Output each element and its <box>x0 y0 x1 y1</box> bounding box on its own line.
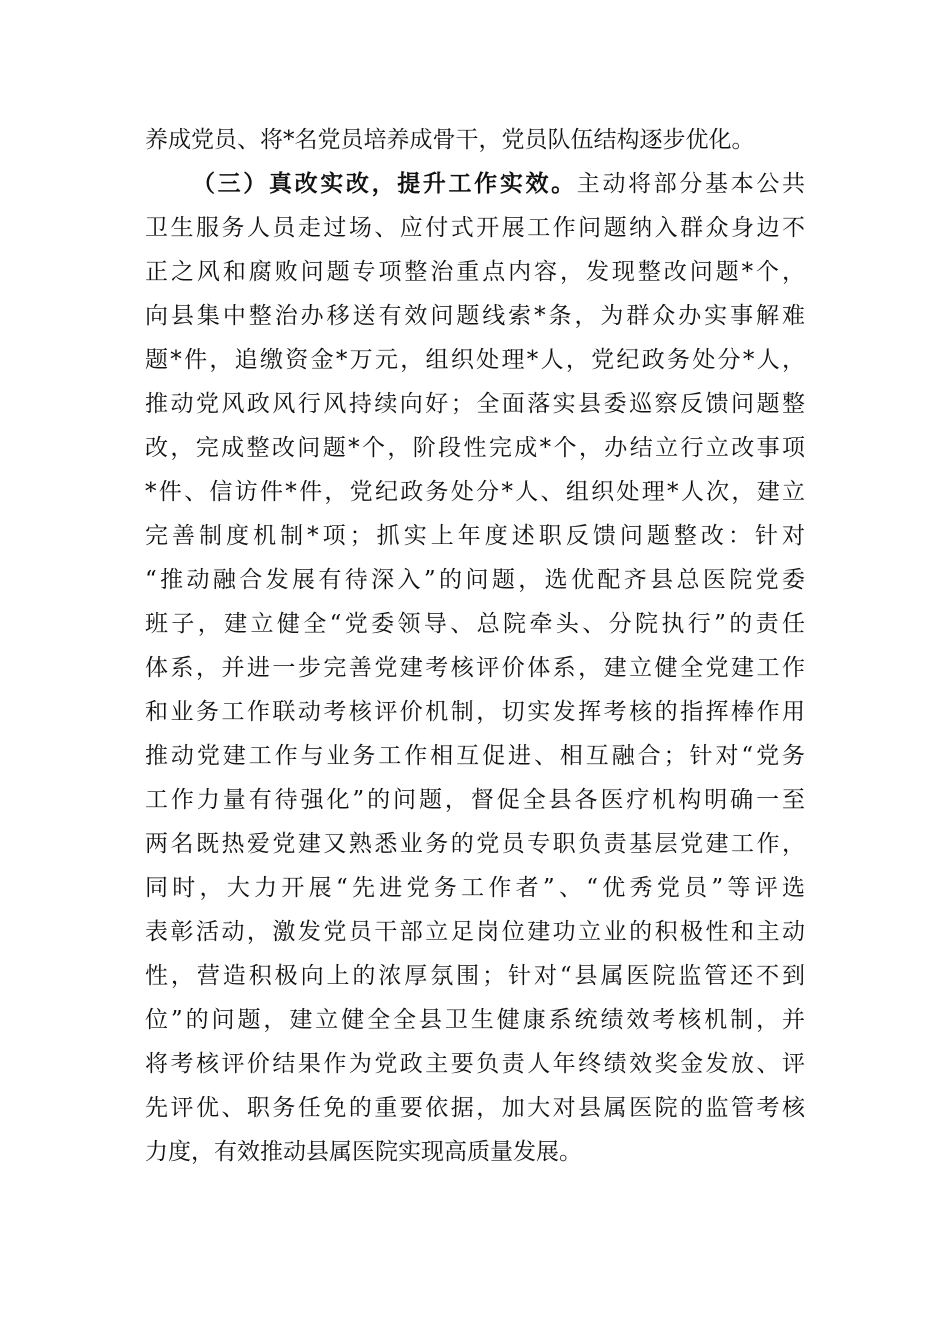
paragraph-line: *件、信访件*件，党纪政务处分*人、组织处理*人次，建立 <box>145 479 805 505</box>
paragraph-line: 表彰活动，激发党员干部立足岗位建功立业的积极性和主动 <box>145 919 805 945</box>
paragraph-line: 向县集中整治办移送有效问题线索*条，为群众办实事解难 <box>145 303 805 329</box>
paragraph-line: 体系，并进一步完善党建考核评价体系，建立健全党建工作 <box>145 655 805 681</box>
paragraph-line: 卫生服务人员走过场、应付式开展工作问题纳入群众身边不 <box>145 215 805 241</box>
paragraph-line: 班子，建立健全“党委领导、总院牵头、分院执行”的责任 <box>145 611 805 637</box>
paragraph-line: 改，完成整改问题*个，阶段性完成*个，办结立行立改事项 <box>145 435 805 461</box>
paragraph-line: 同时，大力开展“先进党务工作者”、“优秀党员”等评选 <box>145 875 805 901</box>
paragraph-line: 和业务工作联动考核评价机制，切实发挥考核的指挥棒作用 <box>145 699 805 725</box>
paragraph-line: 养成党员、将*名党员培养成骨干，党员队伍结构逐步优化。 <box>145 127 755 153</box>
paragraph-line: 位”的问题，建立健全全县卫生健康系统绩效考核机制，并 <box>145 1007 805 1033</box>
paragraph-line: 将考核评价结果作为党政主要负责人年终绩效奖金发放、评 <box>145 1051 805 1077</box>
paragraph-line: 先评优、职务任免的重要依据，加大对县属医院的监管考核 <box>145 1095 805 1121</box>
paragraph-line: 推动党风政风行风持续向好；全面落实县委巡察反馈问题整 <box>145 391 805 417</box>
paragraph-line: 性，营造积极向上的浓厚氛围；针对“县属医院监管还不到 <box>145 963 805 989</box>
section-first-line <box>192 162 805 206</box>
paragraph-line: 两名既热爱党建又熟悉业务的党员专职负责基层党建工作， <box>145 831 805 857</box>
section-lead-text: 主动将部分基本公共 <box>576 171 805 197</box>
paragraph-line: 工作力量有待强化”的问题，督促全县各医疗机构明确一至 <box>145 787 805 813</box>
paragraph-line: 题*件，追缴资金*万元，组织处理*人，党纪政务处分*人， <box>145 347 805 373</box>
paragraph-line: 完善制度机制*项；抓实上年度述职反馈问题整改：针对 <box>145 523 805 549</box>
paragraph-line: “推动融合发展有待深入”的问题，选优配齐县总医院党委 <box>145 567 805 593</box>
paragraph-line: 推动党建工作与业务工作相互促进、相互融合；针对“党务 <box>145 743 805 769</box>
section-heading: （三）真改实改，提升工作实效。 <box>192 170 577 197</box>
paragraph-last-line: 力度，有效推动县属医院实现高质量发展。 <box>145 1139 582 1165</box>
paragraph-line: 正之风和腐败问题专项整治重点内容，发现整改问题*个， <box>145 259 805 285</box>
